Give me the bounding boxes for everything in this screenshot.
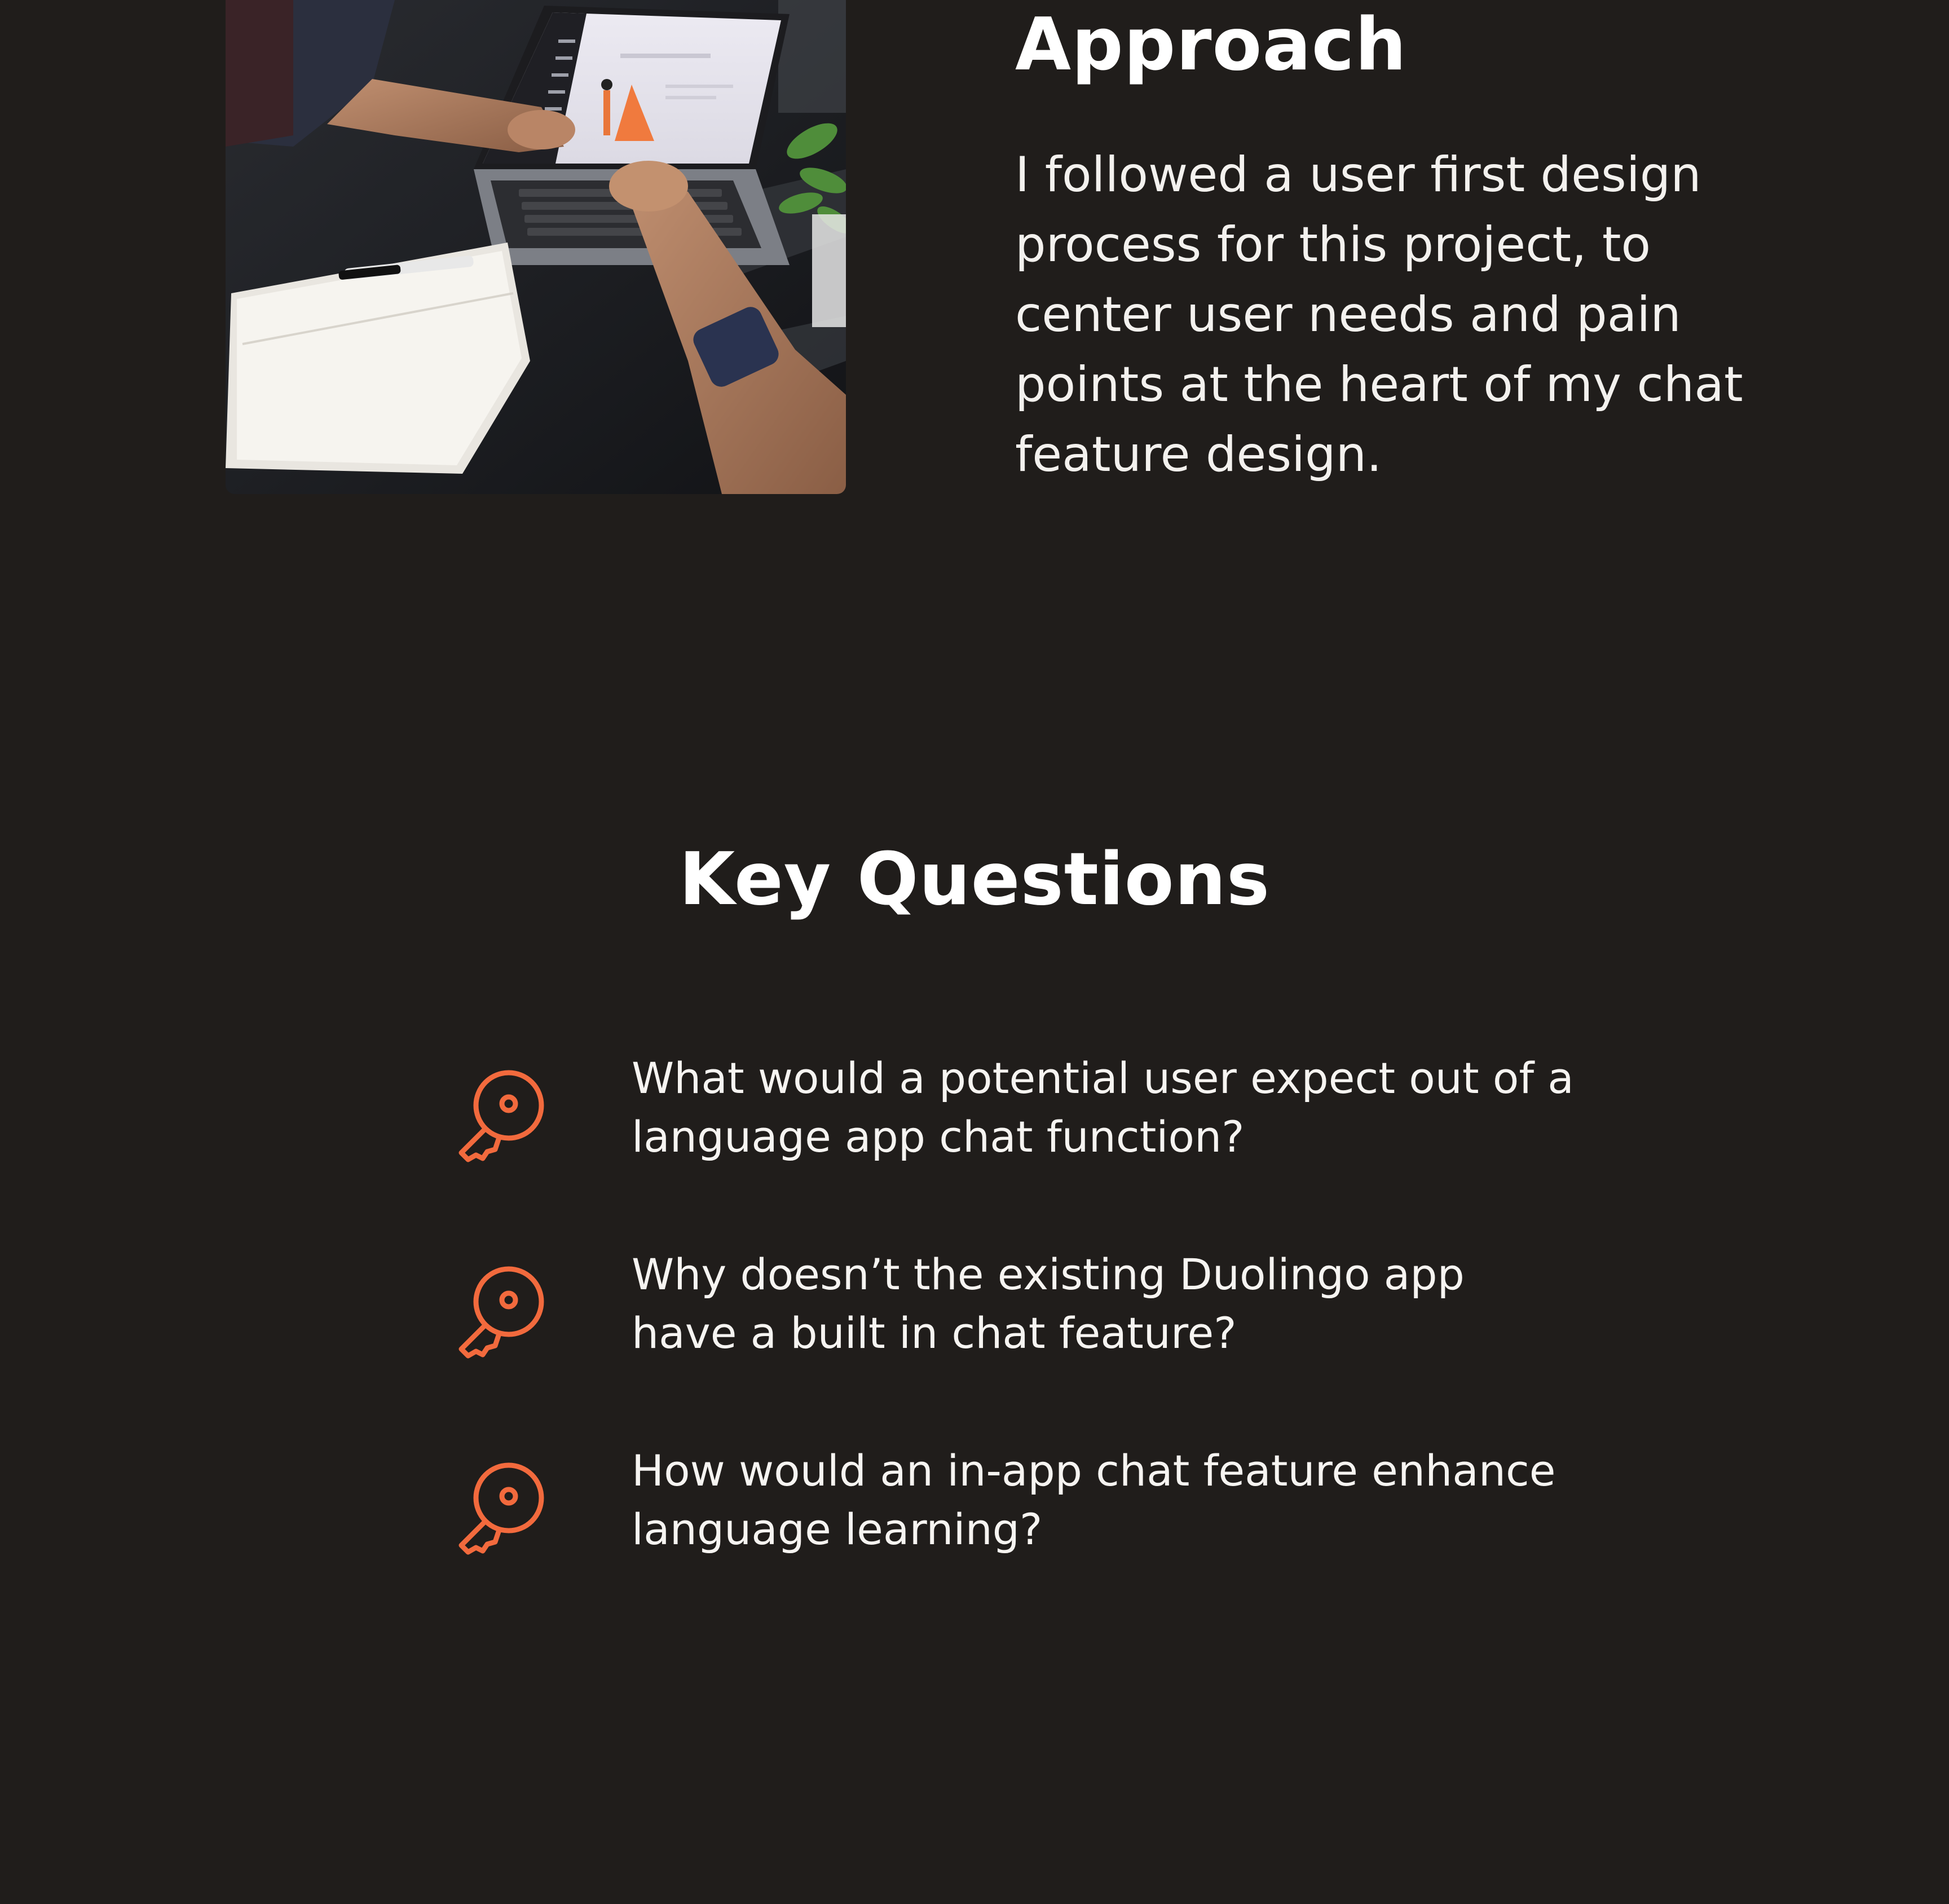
key-question-text: How would an in-app chat feature enhance language learning?: [632, 1445, 1556, 1554]
key-icon: [451, 1460, 547, 1555]
key-questions-list: [451, 1049, 1579, 1638]
approach-heading: Approach: [1015, 3, 1407, 87]
key-icon: [451, 1263, 547, 1359]
approach-photo: [226, 0, 846, 494]
list-item: [451, 1049, 1579, 1245]
approach-section: [1015, 0, 1805, 490]
laptop-meeting-image: [226, 0, 846, 494]
key-question-text: Why doesn’t the existing Duolingo app have a built in chat feature?: [632, 1249, 1465, 1358]
key-icon: [451, 1067, 547, 1163]
list-item: [451, 1245, 1579, 1442]
key-questions-heading: Key Questions: [679, 838, 1270, 922]
key-question-text: What would a potential user expect out of a language app chat function?: [632, 1053, 1574, 1162]
list-item: [451, 1442, 1579, 1638]
approach-paragraph: I followed a user first design process for this project, to center user needs and pain points at the heart of my chat feature design.: [1015, 147, 1743, 483]
